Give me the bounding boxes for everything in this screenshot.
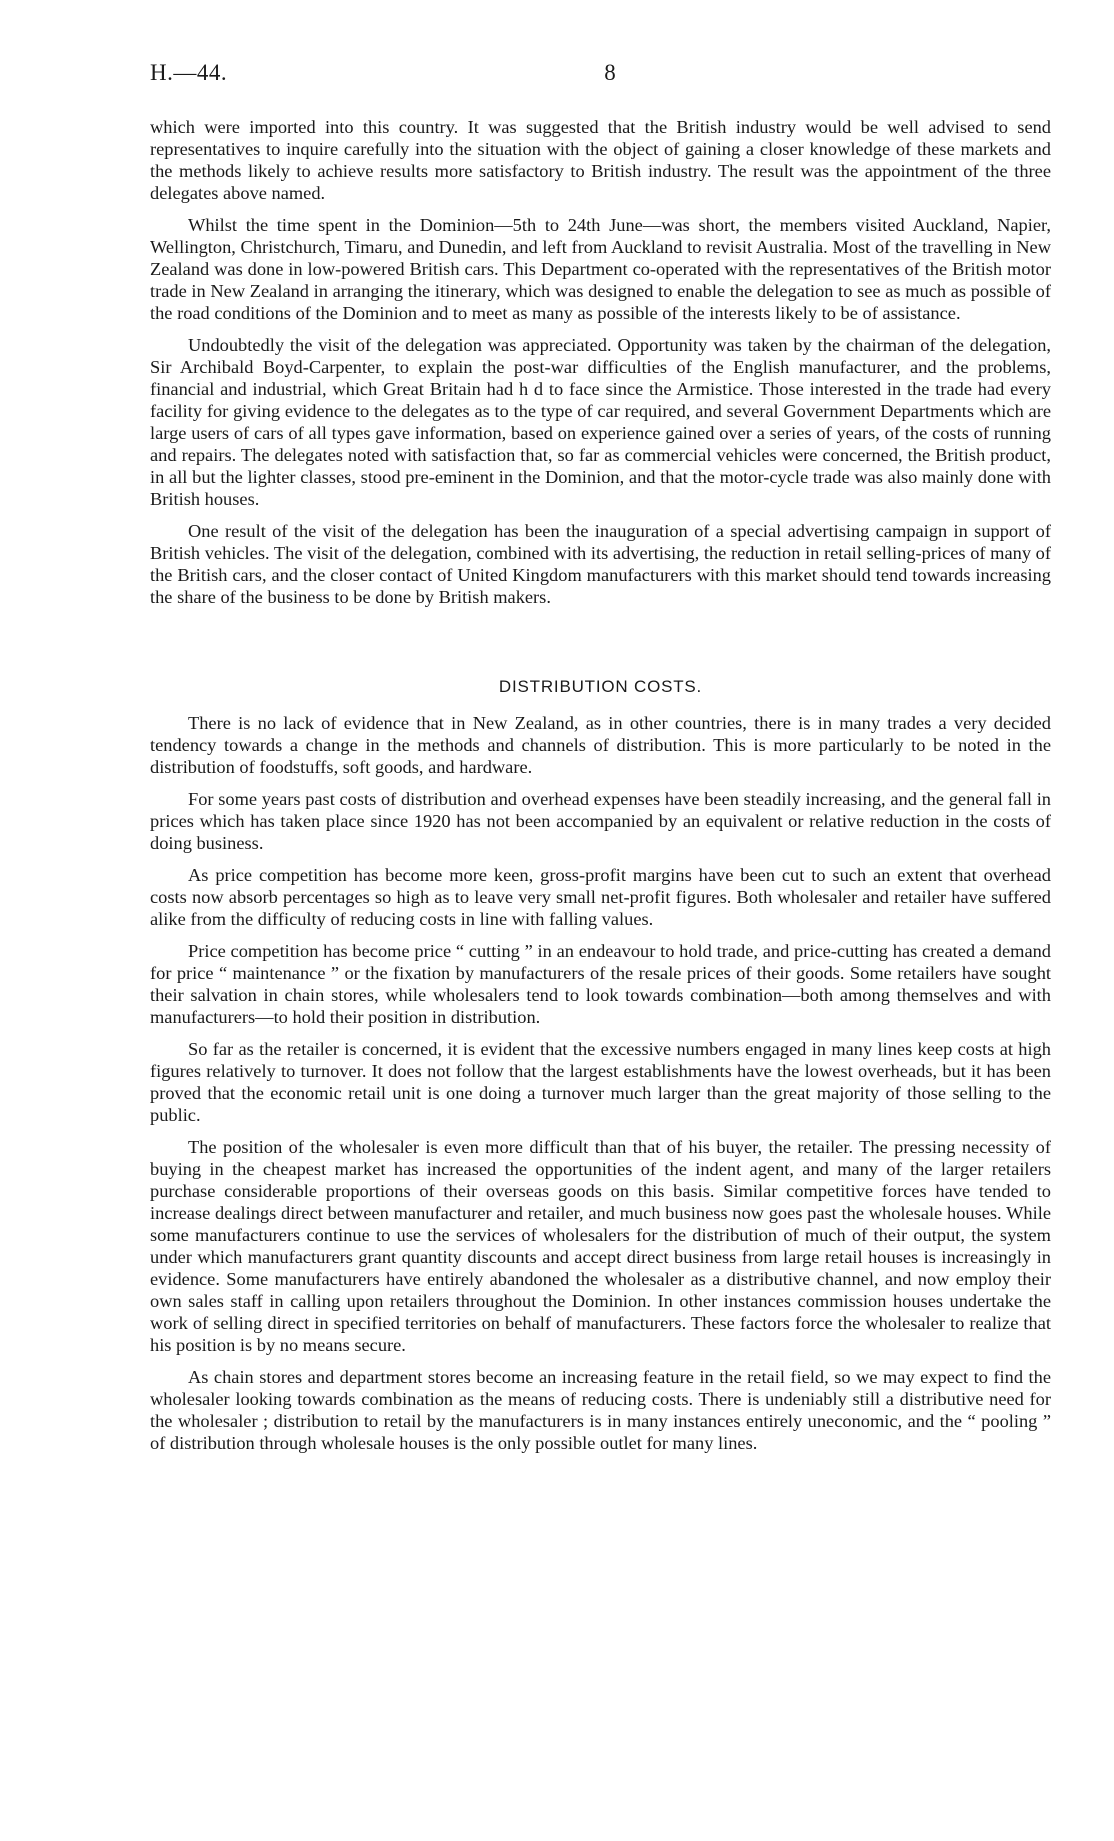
page-body — [150, 116, 1051, 1464]
paragraph: As chain stores and department stores become an increasing feature in the retail field, so we may expect to find the wholesaler looking towards combination as the means of reducing costs. There is undeniably still a distributive need for the wholesaler ; distribution to retail by the manufacturers is in many instances entirely uneconomic, and the “ pooling ” of distribution through wholesale houses is the only possible outlet for many lines. — [150, 1367, 1051, 1453]
paragraph: Price competition has become price “ cutting ” in an endeavour to hold trade, and price-cutting has created a demand for price “ maintenance ” or the fixation by manufacturers of the resale prices of their goods. Some retailers have sought their salvation in chain stores, while wholesalers tend to look towards combination—both among themselves and with manufacturers—to hold their position in distribution. — [150, 941, 1051, 1027]
section-spacer — [150, 618, 1051, 676]
document-reference: H.—44. — [150, 60, 228, 85]
paragraph: Undoubtedly the visit of the delegation was appreciated. Opportunity was taken by the chairman of the delegation, Sir Archibald Boyd-Carpenter, to explain the post-war difficulties of the English manufacturer, and the problems, financial and industrial, which Great Britain had h d to face since the Armistice. Those interested in the trade had every facility for giving evidence to the delegates as to the type of car required, and several Government Departments which are large users of cars of all types gave information, based on experience gained over a series of years, of the costs of running and repairs. The delegates noted with satisfaction that, so far as commercial vehicles were concerned, the British product, in all but the lighter classes, stood pre-eminent in the Dominion, and that the motor-cycle trade was also mainly done with British houses. — [150, 335, 1051, 509]
motor-delegation-section — [150, 116, 1051, 608]
page-header — [150, 60, 1051, 100]
paragraph: One result of the visit of the delegation has been the inauguration of a special advertising campaign in support of British vehicles. The visit of the delegation, combined with its advertising, the reduction in retail selling-prices of many of the British cars, and the closer contact of United Kingdom manufacturers with this market should tend towards increasing the share of the business to be done by British makers. — [150, 521, 1051, 607]
paragraph: So far as the retailer is concerned, it is evident that the excessive numbers engaged in many lines keep costs at high figures relatively to turnover. It does not follow that the largest establishments have the lowest overheads, but it has been proved that the economic retail unit is one doing a turnover much larger than the great majority of those selling to the public. — [150, 1039, 1051, 1125]
paragraph: The position of the wholesaler is even more difficult than that of his buyer, the retailer. The pressing necessity of buying in the cheapest market has increased the opportunities of the indent agent, and many of the larger retailers purchase considerable proportions of their overseas goods on this basis. Similar competitive forces have tended to increase dealings direct between manufacturer and retailer, and much business now goes past the wholesale houses. While some manufacturers continue to use the services of wholesalers for the distribution of much of their output, the system under which manufacturers grant quantity discounts and accept direct business from large retail houses is increasingly in evidence. Some manufacturers have entirely abandoned the wholesaler as a distributive channel, and now employ their own sales staff in calling upon retailers throughout the Dominion. In other instances commission houses undertake the work of selling direct in specified territories on behalf of manufacturers. These factors force the wholesaler to realize that his position is by no means secure. — [150, 1137, 1051, 1355]
paragraph: As price competition has become more keen, gross-profit margins have been cut to such an extent that overhead costs now absorb percentages so high as to leave very small net-profit figures. Both wholesaler and retailer have suffered alike from the difficulty of reducing costs in line with falling values. — [150, 865, 1051, 929]
page-number: 8 — [604, 60, 616, 85]
distribution-costs-section — [150, 676, 1051, 1454]
section-heading: DISTRIBUTION COSTS. — [498, 677, 703, 696]
paragraph: which were imported into this country. It was suggested that the British industry would be well advised to send representatives to inquire carefully into the situation with the object of gaining a closer knowledge of these markets and the methods likely to achieve results more satisfactory to British industry. The result was the appointment of the three delegates above named. — [150, 117, 1051, 203]
paragraph: For some years past costs of distribution and overhead expenses have been steadily increasing, and the general fall in prices which has taken place since 1920 has not been accompanied by an equivalent or relative reduction in the costs of doing business. — [150, 789, 1051, 853]
paragraph: Whilst the time spent in the Dominion—5th to 24th June—was short, the members visited Auckland, Napier, Wellington, Christchurch, Timaru, and Dunedin, and left from Auckland to revisit Australia. Most of the travelling in New Zealand was done in low-powered British cars. This Department co-operated with the representatives of the British motor trade in New Zealand in arranging the itinerary, which was designed to enable the delegation to see as much as possible of the road conditions of the Dominion and to meet as many as possible of the interests likely to be of assistance. — [150, 215, 1051, 323]
paragraph: There is no lack of evidence that in New Zealand, as in other countries, there is in many trades a very decided tendency towards a change in the methods and channels of distribution. This is more particularly to be noted in the distribution of foodstuffs, soft goods, and hardware. — [150, 713, 1051, 777]
